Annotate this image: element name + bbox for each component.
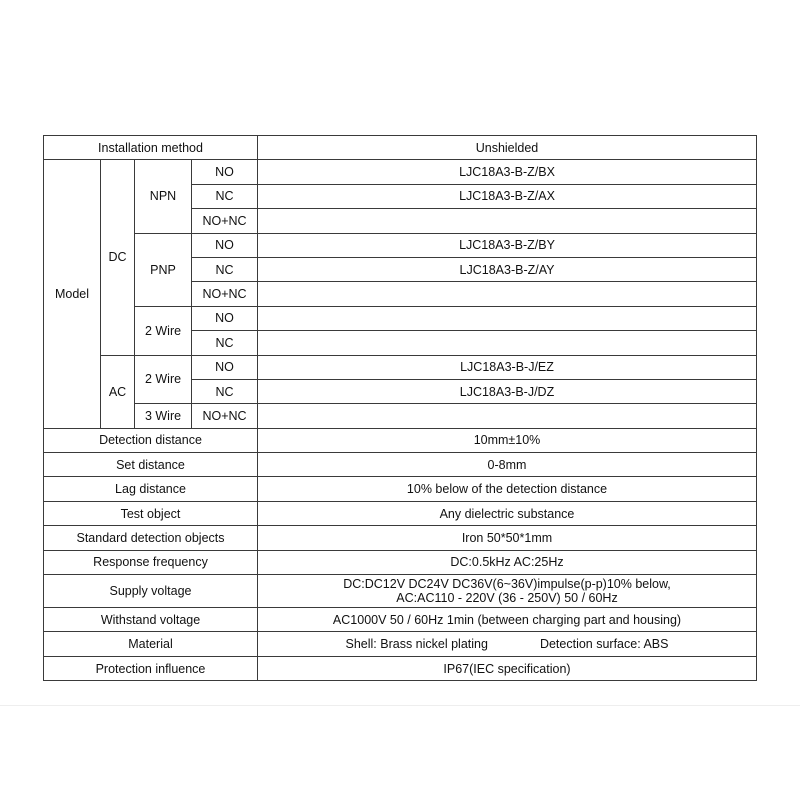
table-row xyxy=(44,656,757,680)
supply-voltage-label: Supply voltage xyxy=(44,575,258,608)
npn-no-model: LJC18A3-B-Z/BX xyxy=(258,160,757,184)
ac3-nonc-type: NO+NC xyxy=(192,404,258,428)
dc2-nc-type: NC xyxy=(192,331,258,355)
dc2-no-type: NO xyxy=(192,306,258,330)
npn-no-type: NO xyxy=(192,160,258,184)
table-row xyxy=(44,477,757,501)
response-frequency-value: DC:0.5kHz AC:25Hz xyxy=(258,550,757,574)
supply-voltage-line2: AC:AC110 - 220V (36 - 250V) 50 / 60Hz xyxy=(396,591,618,606)
pnp-no-type: NO xyxy=(192,233,258,257)
material-value xyxy=(258,632,757,656)
lag-distance-label: Lag distance xyxy=(44,477,258,501)
pnp-no-model: LJC18A3-B-Z/BY xyxy=(258,233,757,257)
table-row xyxy=(44,428,757,452)
table-row xyxy=(44,453,757,477)
ac2-nc-model: LJC18A3-B-J/DZ xyxy=(258,379,757,403)
ac2-no-type: NO xyxy=(192,355,258,379)
npn-label: NPN xyxy=(135,160,192,233)
set-distance-value: 0-8mm xyxy=(258,453,757,477)
table-row xyxy=(44,632,757,656)
spec-table xyxy=(43,135,757,681)
npn-nonc-model xyxy=(258,209,757,233)
dc2-nc-model xyxy=(258,331,757,355)
ac-3wire-label: 3 Wire xyxy=(135,404,192,428)
pnp-nc-model: LJC18A3-B-Z/AY xyxy=(258,257,757,281)
ac-2wire-label: 2 Wire xyxy=(135,355,192,404)
ac2-nc-type: NC xyxy=(192,379,258,403)
withstand-voltage-label: Withstand voltage xyxy=(44,608,258,632)
material-surface: Detection surface: ABS xyxy=(539,637,669,652)
table-row xyxy=(44,608,757,632)
ac2-no-model: LJC18A3-B-J/EZ xyxy=(258,355,757,379)
table-row xyxy=(44,404,757,428)
ac3-nonc-model xyxy=(258,404,757,428)
detection-distance-label: Detection distance xyxy=(44,428,258,452)
header-row xyxy=(44,136,757,160)
protection-value: IP67(IEC specification) xyxy=(258,656,757,680)
pnp-nonc-model xyxy=(258,282,757,306)
material-label: Material xyxy=(44,632,258,656)
table-row xyxy=(44,501,757,525)
protection-label: Protection influence xyxy=(44,656,258,680)
dc-2wire-label: 2 Wire xyxy=(135,306,192,355)
table-row xyxy=(44,575,757,608)
standard-objects-value: Iron 50*50*1mm xyxy=(258,526,757,550)
table-row xyxy=(44,355,757,379)
withstand-voltage-value: AC1000V 50 / 60Hz 1min (between charging part and housing) xyxy=(258,608,757,632)
pnp-nc-type: NC xyxy=(192,257,258,281)
dc2-no-model xyxy=(258,306,757,330)
supply-voltage-value xyxy=(258,575,757,608)
dc-label: DC xyxy=(101,160,135,355)
test-object-value: Any dielectric substance xyxy=(258,501,757,525)
table-row xyxy=(44,306,757,330)
pnp-nonc-type: NO+NC xyxy=(192,282,258,306)
installation-method-label: Installation method xyxy=(44,136,258,160)
detection-distance-value: 10mm±10% xyxy=(258,428,757,452)
npn-nonc-type: NO+NC xyxy=(192,209,258,233)
pnp-label: PNP xyxy=(135,233,192,306)
lag-distance-value: 10% below of the detection distance xyxy=(258,477,757,501)
ac-label: AC xyxy=(101,355,135,428)
model-label: Model xyxy=(44,160,101,428)
table-row xyxy=(44,233,757,257)
standard-objects-label: Standard detection objects xyxy=(44,526,258,550)
npn-nc-model: LJC18A3-B-Z/AX xyxy=(258,184,757,208)
npn-nc-type: NC xyxy=(192,184,258,208)
table-row xyxy=(44,526,757,550)
installation-method-value: Unshielded xyxy=(258,136,757,160)
table-row xyxy=(44,550,757,574)
bottom-divider xyxy=(0,705,800,706)
table-row xyxy=(44,160,757,184)
material-shell: Shell: Brass nickel plating xyxy=(345,637,488,652)
supply-voltage-line1: DC:DC12V DC24V DC36V(6~36V)impulse(p-p)10% below, xyxy=(343,577,671,592)
test-object-label: Test object xyxy=(44,501,258,525)
set-distance-label: Set distance xyxy=(44,453,258,477)
response-frequency-label: Response frequency xyxy=(44,550,258,574)
